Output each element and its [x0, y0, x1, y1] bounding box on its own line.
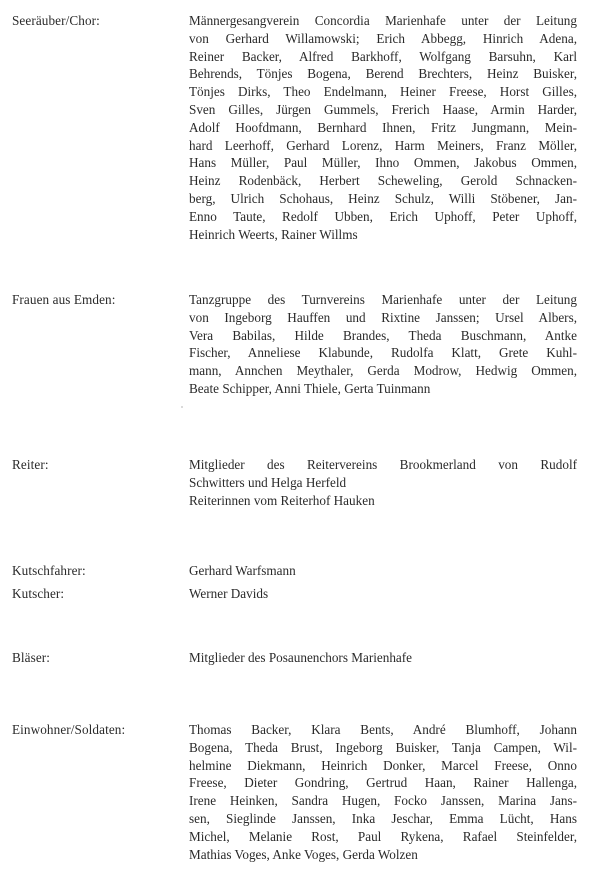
cast-names [189, 585, 577, 603]
cast-line: Heinz Rodenbäck, Herbert Scheweling, Gerold Schnacken- [189, 173, 577, 189]
cast-line: Beate Schipper, Anni Thiele, Gerta Tuinmann [189, 380, 431, 396]
cast-line: Heinrich Weerts, Rainer Willms [189, 226, 358, 242]
cast-line: Mathias Voges, Anke Voges, Gerda Wolzen [189, 846, 418, 862]
cast-line: sen, Sieglinde Janssen, Inka Jeschar, Emma Lücht, Hans [189, 810, 577, 826]
cast-line: berg, Ulrich Schohaus, Heinz Schulz, Willi Stöbener, Jan- [189, 190, 577, 206]
role-label: Einwohner/Soldaten: [12, 722, 126, 737]
cast-line: Männergesangverein Concordia Marienhafe unter der Leitung [189, 13, 577, 28]
cast-line: Reiner Backer, Alfred Barkhoff, Wolfgang Barsuhn, Karl [189, 48, 577, 64]
cast-line: Schwitters und Helga Herfeld [189, 474, 347, 490]
cast-line: Tönjes Dirks, Theo Endelmann, Heiner Freese, Horst Gilles, [189, 84, 577, 100]
cast-line: von Gerhard Willamowski; Erich Abbegg, Hinrich Adena, [189, 30, 577, 46]
cast-line: mann, Annchen Meythaler, Gerda Modrow, Hedwig Ommen, [189, 363, 577, 379]
role-label: Reiter: [12, 457, 49, 472]
cast-line: Vera Babilas, Hilde Brandes, Theda Buschmann, Antke [189, 327, 577, 343]
cast-line: Adolf Hoofdmann, Bernhard Ihnen, Fritz Jungmann, Mein- [189, 119, 577, 135]
cast-line: Tanzgruppe des Turnvereins Marienhafe unter der Leitung [189, 292, 577, 307]
cast-line: Fischer, Anneliese Klabunde, Rudolfa Klatt, Grete Kuhl- [189, 345, 577, 361]
cast-line: Mitglieder des Reitervereins Brookmerland von Rudolf [189, 457, 577, 472]
cast-line: Freese, Dieter Gondring, Gertrud Haan, Rainer Hallenga, [189, 775, 577, 791]
cast-names [189, 12, 577, 243]
cast-line: Sven Gilles, Jürgen Gummels, Frerich Haase, Armin Harder, [189, 101, 577, 117]
cast-line: Bogena, Theda Brust, Ingeborg Buisker, Tanja Campen, Wil- [189, 739, 577, 755]
cast-line: Michel, Melanie Rost, Paul Rykena, Rafael Steinfelder, [189, 828, 577, 844]
cast-names [189, 721, 577, 863]
cast-line: Enno Taute, Redolf Ubben, Erich Uphoff, Peter Uphoff, [189, 208, 577, 224]
cast-line: Reiterinnen vom Reiterhof Hauken [189, 492, 375, 508]
cast-line: Hans Müller, Paul Müller, Ihno Ommen, Jakobus Ommen, [189, 155, 577, 171]
cast-names [189, 562, 577, 580]
cast-line: Werner Davids [189, 586, 269, 601]
cast-line: hard Leerhoff, Gerhard Lorenz, Harm Meiners, Franz Möller, [189, 137, 577, 153]
cast-line: Gerhard Warfsmann [189, 563, 296, 578]
cast-line: Mitglieder des Posaunenchors Marienhafe [189, 650, 413, 665]
paper-speck [181, 406, 183, 408]
cast-names [189, 291, 577, 398]
cast-line: Irene Heinken, Sandra Hugen, Focko Janssen, Marina Jans- [189, 793, 577, 809]
role-label: Kutscher: [12, 586, 65, 601]
role-label: Frauen aus Emden: [12, 292, 116, 307]
role-label: Kutschfahrer: [12, 563, 86, 578]
cast-line: helmine Diekmann, Heinrich Donker, Marcel Freese, Onno [189, 757, 577, 773]
role-label: Bläser: [12, 650, 51, 665]
cast-line: Thomas Backer, Klara Bents, André Blumhoff, Johann [189, 722, 577, 737]
role-label: Seeräuber/Chor: [12, 13, 100, 28]
cast-names [189, 649, 577, 667]
cast-line: von Ingeborg Hauffen und Rixtine Janssen; Ursel Albers, [189, 309, 577, 325]
cast-names [189, 456, 577, 509]
cast-line: Behrends, Tönjes Bogena, Berend Brechters, Heinz Buisker, [189, 66, 577, 82]
